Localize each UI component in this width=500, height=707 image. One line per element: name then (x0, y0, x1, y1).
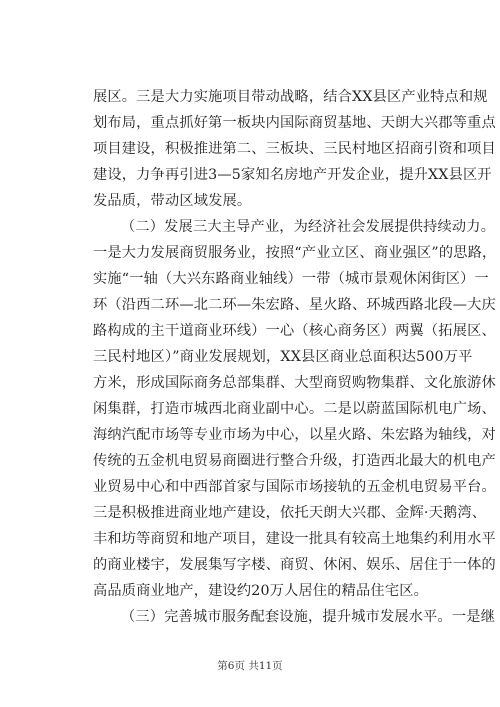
text-line: 划布局，重点抓好第一板块内国际商贸基地、天朗大兴郡等重点 (93, 115, 496, 131)
text-line: 一是大力发展商贸服务业，按照“产业立区、商业强区”的思路， (93, 245, 497, 261)
text-line: 环（沿西二环—北二环—朱宏路、星火路、环城西路北段—大庆 (93, 297, 496, 313)
text-line: 三是积极推进商业地产建设，依托天朗大兴郡、金辉·天鹅湾、 (93, 505, 487, 521)
text-line: 丰和坊等商贸和地产项目，建设一批具有较高土地集约利用水平 (93, 531, 496, 547)
text-line: 闲集群，打造市城西北商业副中心。二是以蔚蓝国际机电广场、 (93, 401, 496, 417)
section-heading-line: （三）完善城市服务配套设施，提升城市发展水平。一是继 (121, 609, 496, 625)
text-line: 方米，形成国际商务总部集群、大型商贸购物集群、文化旅游休 (93, 375, 496, 391)
section-heading-line: （二）发展三大主导产业，为经济社会发展提供持续动力。 (121, 219, 496, 235)
text-line: 三民村地区）”商业发展规划，XX县区商业总面积达500万平 (93, 349, 473, 365)
text-line: 发品质，带动区域发展。 (93, 193, 252, 209)
page-footer: 第6页 共11页 (217, 660, 283, 672)
text-line: 建设，力争再引进3—5家知名房地产开发企业，提升XX县区开 (93, 167, 492, 183)
text-line: 业贸易中心和中西部首家与国际市场接轨的五金机电贸易平台。 (93, 479, 496, 495)
text-line: 路构成的主干道商业环线）一心（核心商务区）两翼（拓展区、 (93, 323, 496, 339)
text-line: 的商业楼宇，发展集写字楼、商贸、休闲、娱乐、居住于一体的 (93, 557, 496, 573)
body-text (93, 84, 497, 630)
text-line: 实施“一轴（大兴东路商业轴线）一带（城市景观休闲街区）一 (93, 271, 489, 287)
text-line: 项目建设，积极推进第二、三板块、三民村地区招商引资和项目 (93, 141, 496, 157)
text-line: 展区。三是大力实施项目带动战略，结合XX县区产业特点和规 (93, 89, 488, 105)
text-line: 高品质商业地产，建设约20万人居住的精品住宅区。 (93, 583, 428, 599)
text-line: 海纳汽配市场等专业市场为中心，以星火路、朱宏路为轴线，对 (93, 427, 496, 443)
text-line: 传统的五金机电贸易商圈进行整合升级，打造西北最大的机电产 (93, 453, 496, 469)
